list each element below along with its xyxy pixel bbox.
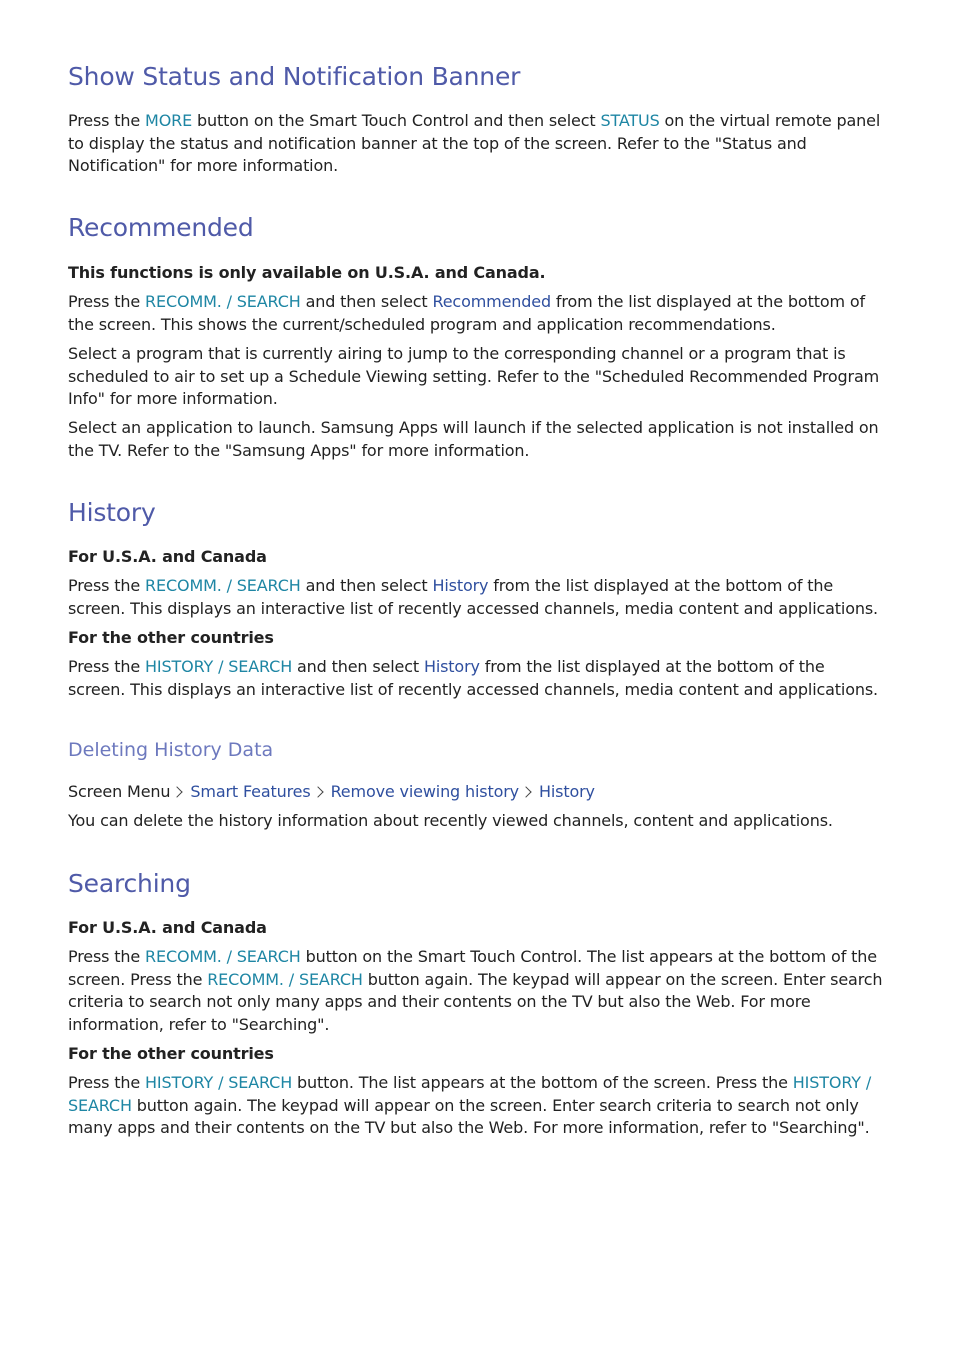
section-title-recommended: Recommended: [68, 213, 254, 242]
status-banner-paragraph: Press the MORE button on the Smart Touch Control and then select STATUS on the virtual remote panel to display the status and notification banner at the top of the screen. Refer to the "Status and Notification" for more information.: [68, 111, 881, 175]
subsection-title-deleting-history: Deleting History Data: [68, 739, 274, 761]
recommended-paragraph-1: Press the RECOMM. / SEARCH and then select Recommended from the list displayed at the bottom of the screen. This shows the current/scheduled program and application recommendations.: [68, 292, 865, 334]
recomm-search-button-label: RECOMM. / SEARCH: [145, 947, 301, 966]
deleting-history-paragraph: You can delete the history information about recently viewed channels, content and applications.: [68, 811, 833, 830]
history-menu-link[interactable]: History: [432, 576, 489, 595]
searching-paragraph-other: Press the HISTORY / SEARCH button. The list appears at the bottom of the screen. Press the HISTORY / SEARCH button again. The keypad will appear on the screen. Enter search criteria to search not only many apps and their contents on the TV but also the Web. For more information, refer to "Searching".: [68, 1073, 872, 1137]
breadcrumb-root: Screen Menu: [68, 782, 171, 801]
history-paragraph-usa: Press the RECOMM. / SEARCH and then select History from the list displayed at the bottom of the screen. This displays an interactive list of recently accessed channels, media content and applications.: [68, 576, 878, 618]
history-other-countries-note: For the other countries: [68, 628, 274, 647]
breadcrumb-smart-features[interactable]: Smart Features: [190, 782, 311, 801]
history-search-button-label: HISTORY / SEARCH: [145, 1073, 293, 1092]
section-title-history: History: [68, 498, 156, 527]
history-search-button-label: HISTORY / SEARCH: [68, 1073, 872, 1115]
chevron-right-icon: [172, 786, 183, 797]
breadcrumb-remove-viewing-history[interactable]: Remove viewing history: [330, 782, 519, 801]
history-usa-canada-note: For U.S.A. and Canada: [68, 547, 267, 566]
chevron-right-icon: [520, 786, 531, 797]
searching-usa-canada-note: For U.S.A. and Canada: [68, 918, 267, 937]
chevron-right-icon: [312, 786, 323, 797]
recommended-menu-link[interactable]: Recommended: [432, 292, 551, 311]
status-button-label: STATUS: [600, 111, 660, 130]
more-button-label: MORE: [145, 111, 193, 130]
breadcrumb-history[interactable]: History: [538, 782, 595, 801]
history-search-button-label: HISTORY / SEARCH: [145, 657, 293, 676]
recommended-paragraph-3: Select an application to launch. Samsung Apps will launch if the selected application is not installed on the TV. Refer to the "Samsung Apps" for more information.: [68, 418, 879, 460]
section-title-searching: Searching: [68, 869, 191, 898]
searching-paragraph-usa: Press the RECOMM. / SEARCH button on the Smart Touch Control. The list appears at the bottom of the screen. Press the RECOMM. / SEARCH button again. The keypad will appear on the screen. Enter search criteria to search not only many apps and their contents on the TV but also the Web. For more information, refer to "Searching".: [68, 947, 883, 1034]
history-paragraph-other: Press the HISTORY / SEARCH and then select History from the list displayed at the bottom of the screen. This displays an interactive list of recently accessed channels, media content and applications.: [68, 657, 878, 699]
breadcrumb: [68, 781, 886, 804]
section-title-status-banner: Show Status and Notification Banner: [68, 62, 521, 91]
searching-other-countries-note: For the other countries: [68, 1044, 274, 1063]
recomm-search-button-label: RECOMM. / SEARCH: [207, 969, 363, 989]
recommended-paragraph-2: Select a program that is currently airing to jump to the corresponding channel or a program that is scheduled to air to set up a Schedule Viewing setting. Refer to the "Scheduled Recommended Program Info" for more information.: [68, 344, 880, 408]
recomm-search-button-label: RECOMM. / SEARCH: [145, 292, 301, 311]
recomm-search-button-label: RECOMM. / SEARCH: [145, 576, 301, 595]
recommended-availability-note: This functions is only available on U.S.A. and Canada.: [68, 263, 546, 282]
history-menu-link[interactable]: History: [423, 657, 480, 676]
